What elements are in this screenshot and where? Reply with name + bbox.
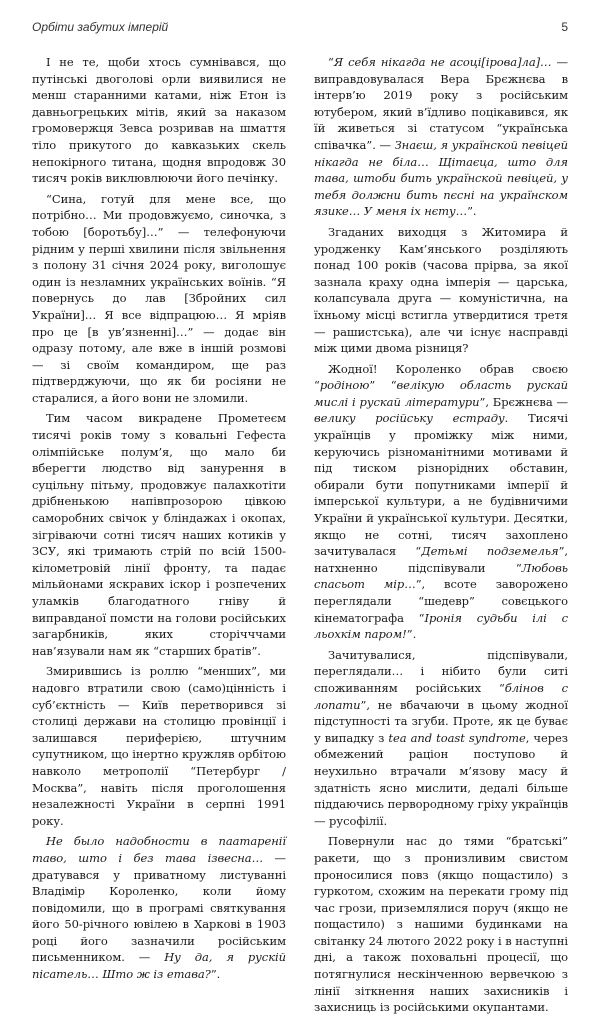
text-run: Згаданих виходця з Житомира й уродженку Кам’янського розділяють понад 100 років (часова прірва, за якої зазнала краху одна імперія — царська, колапсувала друга — комуністична, на їхньому місці встигла утвердитися третя — рашистська), але чи існує насправді між цими двома різниця? <box>314 224 568 356</box>
paragraph <box>314 361 568 643</box>
italic-text: tea and toast syndrome <box>388 730 526 745</box>
right-column <box>314 54 568 1015</box>
text-run: Змирившись із роллю “менших”, ми надовго втратили свою (само)цінність і суб’єктність — Київ перетворився зі столиці держави на столицю провінції і залишався периферією, штучним супутником, що інертно кружляв орбітою навколо метрополії “Петербург / Москва”, навіть після проголошення незалежності України в серпні 1991 року. <box>32 664 286 828</box>
paragraph <box>32 663 286 829</box>
paragraph <box>314 54 568 220</box>
text-columns <box>32 54 568 1015</box>
paragraph <box>32 54 286 187</box>
page-header <box>32 20 568 36</box>
text-run: Тим часом викрадене Прометеєм тисячі років тому з ковальні Гефеста олімпійське полум’я, що мало би вберегти людство від занурення в суцільну пітьму, продовжує палахкотіти дрібненькою напівпрозорою цівкою саморобних свічок у бліндажах і окопах, зігріваючи сотні тисяч наших котиків у ЗСУ, які тримають стрій по всій 1500-кілометровій лінії фронту, та падає мільйонами яскравих іскор і розпечених уламків благодатного гніву й виправданої помсти на голови російських загарбників, яких сторічччами нав’язували нам як “старших братів”. <box>32 411 286 658</box>
italic-text: велікую область рускай мислі і рускай літератури <box>314 378 568 409</box>
italic-text: Любовь спасьот мір… <box>314 560 568 592</box>
paragraph <box>314 647 568 830</box>
text-run: ”. <box>210 967 221 982</box>
text-run: Зачитувалися, підспівували, переглядали… і нібито були ситі споживанням російських “ <box>314 647 568 695</box>
text-run: Жодної! Короленко обрав своєю “ <box>314 361 568 393</box>
text-run: Повернули нас до тями “братські” ракети, що з пронизливим свистом проносилися повз (якщо пощастило) з гуркотом, схожим на перекати грому під час грози, приземлялися поруч (якщо не пощастило) з нашими будинками на світанку 24 лютого 2022 року і в наступні дні, а також поховальні процесії, що потягнулися нескінченною вервечкою з лінії зіткнення наших захисників і захисниць із російськими окупантами. <box>314 834 568 1015</box>
italic-text: блінов с лопати <box>314 680 568 712</box>
italic-text: Не было надобности в паатаренії таво, што і без тава ізвесна… <box>32 834 286 865</box>
text-run: І не те, щоби хтось сумнівався, що путінські двоголові орли виявилися не менш старанними катами, ніж Етон із давньогрецьких мітів, який за наказом громовержця Зевса розривав на шмаття тіло прикутого до кавказьких скель непокірного титана, щодня впродовж 30 тисяч років виклювлюючи його печінку. <box>32 55 286 186</box>
text-run: ”, всоте заворожено переглядали “шедевр” совєцького кінематографа “ <box>314 577 568 625</box>
italic-text: Я себя нікагда не асоці[ірова]ла]… <box>333 55 552 69</box>
page-number: 5 <box>561 20 568 34</box>
italic-text: Іронія судьби ілі с льохкім паром! <box>314 610 568 642</box>
italic-text: родіною <box>319 378 370 393</box>
text-run: ”. <box>467 204 477 219</box>
text-run: “ <box>328 55 334 69</box>
text-run: ”, не вбачаючи в цьому жодної підступності та згуби. Проте, як це буває у випадку з <box>314 697 568 745</box>
paragraph <box>314 224 568 357</box>
paragraph <box>32 410 286 659</box>
text-run: — виправдовувалася Вера Брєжнєва в інтерв’ю 2019 року з російським ютубером, який в’їдливо поцікавився, як їй живеться зі статусом “українська співачка”. — <box>314 55 568 152</box>
italic-text: Ну да, я рускій пісатель… Што ж із етава? <box>32 950 286 982</box>
text-run: ”, натхненно підспівували “ <box>314 544 568 575</box>
text-run: “Сина, готуй для мене все, що потрібно… Ми продовжуємо, синочка, з тобою [боротьбу]…” — телефонуючи рідним у перші хвилини після звільнення з полону 31 січня 2024 року, виголошує один із незламних українських воїнів. “Я повернусь до лав [Збройних сил України]… Я все відпрацюю… Я мріяв про це [в ув’язненні]…” — додає він одразу потому, але вже в іншій розмові — зі своїм командиром, ще раз підтверджуючи, що як би росіяни не старалися, а його вони не зломили. <box>32 191 286 405</box>
text-run: . Тисячі українців у проміжку між ними, керуючись різноманітними мотивами й під тиском різнорідних обставин, обирали бути попутниками імперії й імперської культури, а не будівничими України й української культури. Десятки, якщо не сотні, тисяч захоплено зачитувалася “ <box>314 411 568 559</box>
paragraph <box>32 833 286 982</box>
text-run: ”. <box>406 627 417 642</box>
left-column <box>32 54 286 982</box>
text-run: ” “ <box>369 378 397 393</box>
paragraph <box>314 833 568 1016</box>
text-run: ”, Брєжнєва — <box>479 394 568 409</box>
italic-text: велику російську естраду <box>314 411 505 426</box>
paragraph <box>32 191 286 407</box>
text-run: , через обмежений раціон поступово й неухильно втрачали м’язову масу й здатність ясно мислити, дедалі більше піддаючись первородному гріху українців — русофілії. <box>314 730 568 828</box>
running-title: Орбіти забутих імперій <box>32 20 169 34</box>
italic-text: Знаєш, я українской певіцей нікагда не біла… Щітаєца, што для тава, штоби бить українской певіцей, у тебя должни бить пєсні на українском язике… У меня іх нєту… <box>314 137 568 219</box>
italic-text: Детьмі подземелья <box>421 544 559 559</box>
text-run: — дратувався у приватному листуванні Владімір Короленко, коли йому повідомили, що в програмі святкування його 50-річного ювілею в Харкові в 1903 році його зазначили російським письменником. — <box>32 850 286 965</box>
